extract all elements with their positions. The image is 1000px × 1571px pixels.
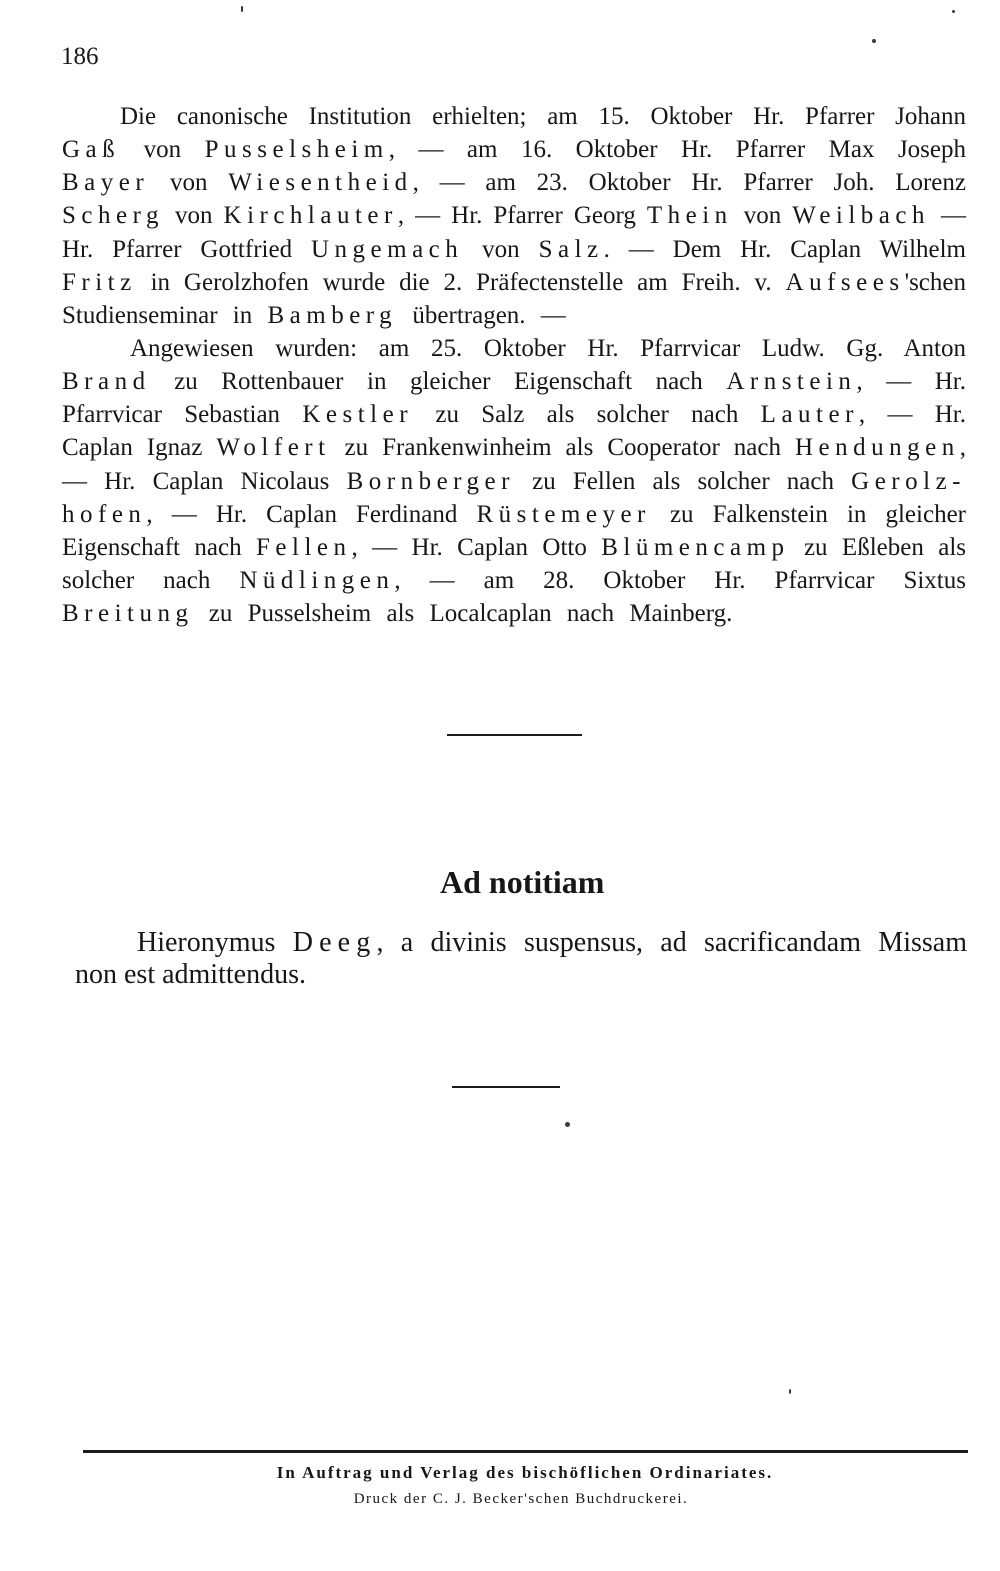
scan-speck xyxy=(872,39,876,43)
spaced-name: Arnstein xyxy=(726,368,857,396)
text-line xyxy=(75,927,967,959)
spaced-name: Nüdlingen xyxy=(239,566,395,594)
spaced-name: Breitung xyxy=(62,600,194,627)
text-line xyxy=(62,531,966,564)
text-run: zu Fellen als solcher nach xyxy=(514,467,852,495)
text-run: Studienseminar in xyxy=(62,301,268,329)
footer-rule xyxy=(83,1450,968,1453)
text-run: zu Rottenbauer in gleicher Eigenschaft nach xyxy=(150,368,727,396)
text-run: , — Hr. Caplan Otto xyxy=(351,533,602,561)
text-line xyxy=(62,365,966,398)
text-run: — Hr. Caplan Nicolaus xyxy=(62,467,347,495)
spaced-name: Ungemach xyxy=(310,235,464,263)
text-run: Pfarrvicar Sebastian xyxy=(62,401,303,429)
spaced-name: Wiesentheid xyxy=(228,169,413,197)
text-run: solcher nach xyxy=(62,566,240,594)
ornament-dot xyxy=(565,1122,570,1127)
spaced-name: Wolfert xyxy=(216,434,331,462)
spaced-name: Gerolz- xyxy=(851,467,966,495)
text-run: Angewiesen wurden: am 25. Oktober Hr. Pfarrvicar Ludw. Gg. Anton xyxy=(130,335,966,362)
notice-text xyxy=(75,927,967,991)
text-run: zu Falkenstein in gleicher xyxy=(650,500,966,528)
spaced-name: Aufsees xyxy=(785,268,905,296)
text-run: , — am 16. Oktober Hr. Pfarrer Max Joseph xyxy=(388,136,966,164)
spaced-name: Brand xyxy=(62,368,151,396)
spaced-name: Salz xyxy=(538,235,604,263)
text-run: zu Eßleben als xyxy=(789,533,967,561)
text-line xyxy=(62,199,966,232)
text-run: zu Frankenwinheim als Cooperator nach xyxy=(330,434,795,462)
spaced-name: Kirchlauter xyxy=(223,202,398,230)
text-run: , — am 23. Oktober Hr. Pfarrer Joh. Lorenz xyxy=(412,169,966,197)
section-divider xyxy=(447,734,582,736)
spaced-name: Bornberger xyxy=(346,467,515,495)
spaced-name: Scherg xyxy=(62,202,164,230)
spaced-name: Deeg xyxy=(292,927,377,958)
text-run: von xyxy=(149,169,229,197)
publisher-imprint: In Auftrag und Verlag des bischöflichen Ordinariates. xyxy=(276,1463,774,1482)
spaced-name: Thein xyxy=(646,202,733,230)
text-run: non est admittendus. xyxy=(75,959,306,990)
text-run: . — Dem Hr. Caplan Wilhelm xyxy=(603,235,967,263)
text-run: übertragen. — xyxy=(397,301,566,329)
text-run: , a divinis suspensus, ad sacrificandam Missam xyxy=(376,927,967,958)
text-run: zu Salz als solcher nach xyxy=(413,401,761,429)
spaced-name: hofen xyxy=(62,500,147,528)
spaced-name: Hendungen xyxy=(794,434,960,462)
text-run: , — Hr. Caplan Ferdinand xyxy=(146,500,477,528)
text-line xyxy=(75,959,967,991)
section-divider xyxy=(452,1086,560,1088)
printer-imprint: Druck der C. J. Becker'schen Buchdruckerei. xyxy=(353,1491,689,1507)
page-number: 186 xyxy=(61,43,99,70)
spaced-name: Fritz xyxy=(62,268,137,296)
spaced-name: Kestler xyxy=(302,401,414,429)
scan-speck xyxy=(952,10,955,13)
spaced-name: Blümencamp xyxy=(601,533,790,561)
text-line xyxy=(62,266,966,299)
text-line xyxy=(62,332,966,365)
spaced-name: Bayer xyxy=(62,169,150,197)
text-line xyxy=(62,498,966,531)
spaced-name: Lauter xyxy=(760,401,859,429)
text-line xyxy=(62,133,966,166)
text-run: 'schen xyxy=(904,268,966,296)
text-line xyxy=(62,398,966,431)
text-run: Eigenschaft nach xyxy=(62,533,256,561)
spaced-name: Gaß xyxy=(62,136,121,164)
text-run: Hieronymus xyxy=(137,927,293,958)
text-run: von xyxy=(463,235,539,263)
text-line xyxy=(62,233,966,266)
spaced-name: Weilbach xyxy=(792,202,930,230)
text-run: von xyxy=(163,202,224,230)
assignments-paragraph xyxy=(62,332,966,630)
text-line xyxy=(62,564,966,597)
spaced-name: Bamberg xyxy=(267,301,398,329)
text-run: von xyxy=(732,202,793,230)
text-run: Die canonische Institution erhielten; am 15. Oktober Hr. Pfarrer Johann xyxy=(120,103,966,130)
text-run: — xyxy=(930,202,967,230)
text-run: , xyxy=(959,434,966,462)
text-line xyxy=(62,431,966,464)
text-line xyxy=(62,299,966,332)
scan-speck xyxy=(241,6,243,12)
text-run: , — am 28. Oktober Hr. Pfarrvicar Sixtus xyxy=(394,566,966,594)
text-run: Hr. Pfarrer Gottfried xyxy=(62,235,311,263)
notice-heading: Ad notitiam xyxy=(440,864,605,900)
text-run: von xyxy=(120,136,205,164)
text-run: Caplan Ignaz xyxy=(62,434,217,462)
spaced-name: Rüstemeyer xyxy=(476,500,651,528)
text-line xyxy=(62,465,966,498)
text-line xyxy=(62,597,966,630)
text-run: , — Hr. xyxy=(856,368,966,396)
text-run: zu Pusselsheim als Localcaplan nach Mainberg. xyxy=(193,600,733,627)
spaced-name: Fellen xyxy=(256,533,352,561)
canonical-institution-paragraph xyxy=(62,100,966,332)
spaced-name: Pusselsheim xyxy=(204,136,389,164)
scan-speck xyxy=(789,1389,791,1394)
text-run: , — Hr. Pfarrer Georg xyxy=(397,202,647,230)
text-run: in Gerolzhofen wurde die 2. Präfectenstelle am Freih. v. xyxy=(136,268,786,296)
text-line xyxy=(62,100,966,133)
text-line xyxy=(62,166,966,199)
text-run: , — Hr. xyxy=(858,401,967,429)
